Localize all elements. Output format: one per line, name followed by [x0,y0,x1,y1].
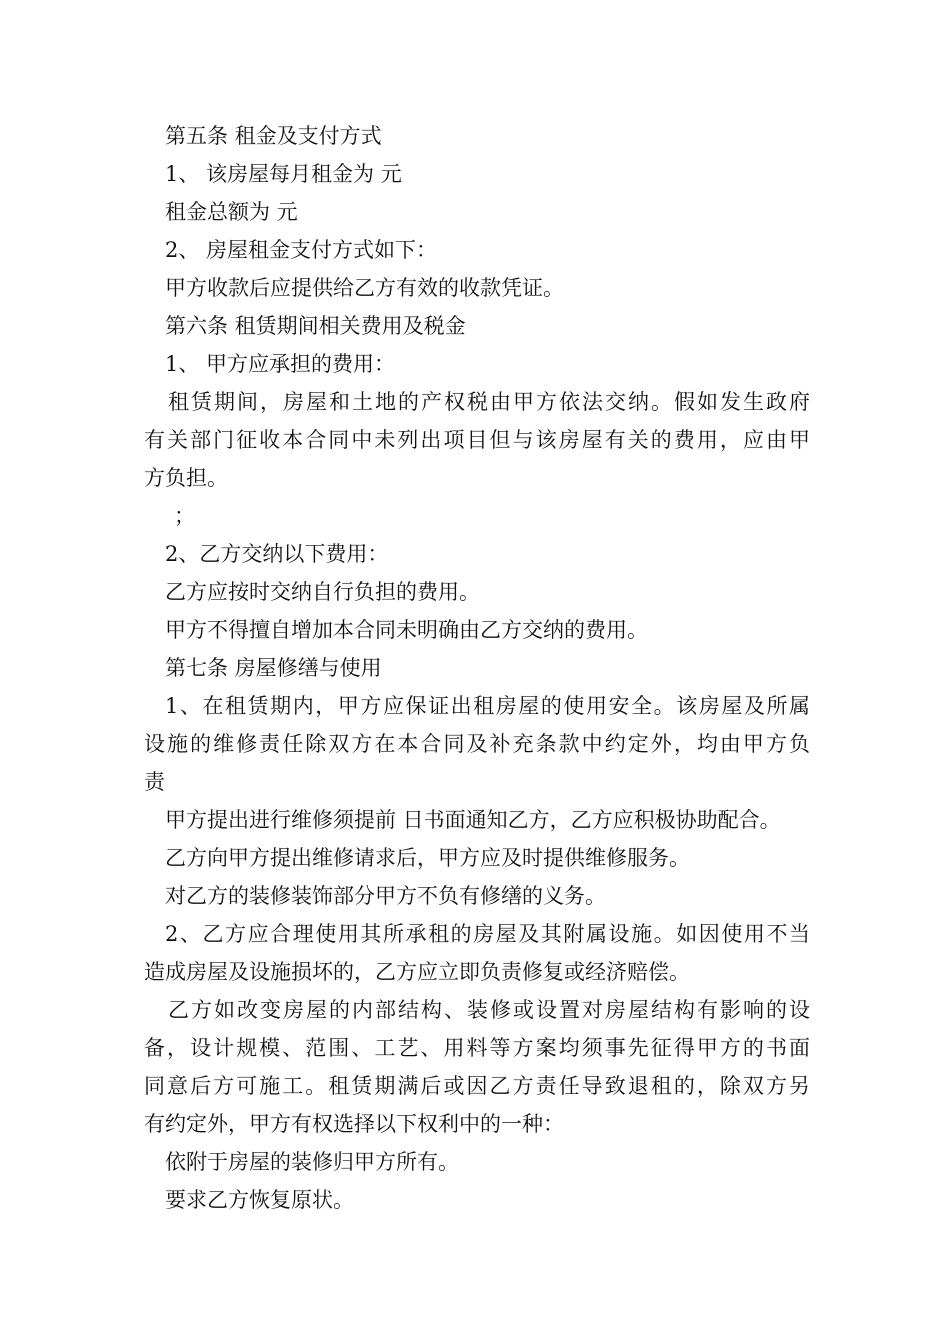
paragraph: 甲方提出进行维修须提前 日书面通知乙方，乙方应积极协助配合。 [165,808,781,832]
article-5-heading: 第五条 租金及支付方式 [165,124,382,148]
paragraph: 乙方向甲方提出维修请求后，甲方应及时提供维修服务。 [165,846,690,870]
paragraph: 同意后方可施工。租赁期满后或因乙方责任导致退租的，除双方另 [144,1074,810,1098]
article-7-heading: 第七条 房屋修缮与使用 [165,656,382,680]
paragraph: 责 [144,770,165,794]
paragraph: 甲方不得擅自增加本合同未明确由乙方交纳的费用。 [165,618,648,642]
paragraph: 对乙方的装修装饰部分甲方不负有修缮的义务。 [165,884,606,908]
paragraph: 乙方应按时交纳自行负担的费用。 [165,580,480,604]
paragraph: 设施的维修责任除双方在本合同及补充条款中约定外，均由甲方负 [144,732,810,756]
paragraph: 2、乙方应合理使用其所承租的房屋及其附属设施。如因使用不当 [165,922,810,946]
paragraph: 方负担。 [144,466,228,490]
paragraph: 1、在租赁期内，甲方应保证出租房屋的使用安全。该房屋及所属 [165,694,810,718]
paragraph: 1、 该房屋每月租金为 元 [165,162,402,186]
paragraph: 造成房屋及设施损坏的，乙方应立即负责修复或经济赔偿。 [144,960,690,984]
paragraph: 备，设计规模、范围、工艺、用料等方案均须事先征得甲方的书面 [144,1036,810,1060]
paragraph: 乙方如改变房屋的内部结构、装修或设置对房屋结构有影响的设 [168,998,810,1022]
paragraph: 2、 房屋租金支付方式如下： [165,238,438,262]
article-6-heading: 第六条 租赁期间相关费用及税金 [165,314,466,338]
paragraph: 租金总额为 元 [165,200,298,224]
paragraph: 有约定外，甲方有权选择以下权利中的一种： [144,1112,564,1136]
paragraph: 有关部门征收本合同中未列出项目但与该房屋有关的费用，应由甲 [144,428,810,452]
paragraph: 1、 甲方应承担的费用： [165,352,396,376]
paragraph: 要求乙方恢复原状。 [165,1188,354,1212]
paragraph: 2、乙方交纳以下费用： [165,542,389,566]
paragraph: 依附于房屋的装修归甲方所有。 [165,1150,459,1174]
paragraph: 甲方收款后应提供给乙方有效的收款凭证。 [165,276,564,300]
paragraph: 租赁期间，房屋和土地的产权税由甲方依法交纳。假如发生政府 [168,390,810,414]
paragraph: ； [174,504,195,528]
document-body [144,117,810,1219]
